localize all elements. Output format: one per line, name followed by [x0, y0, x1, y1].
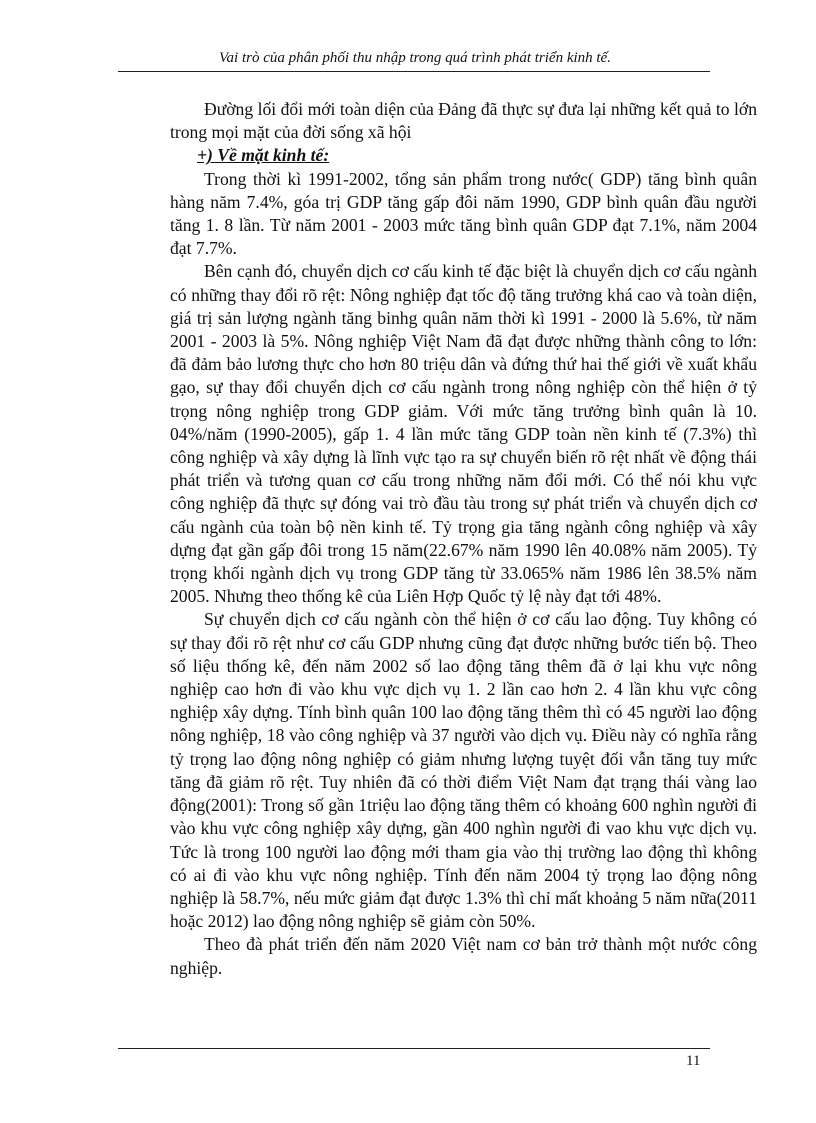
paragraph-labor-structure: Sự chuyển dịch cơ cấu ngành còn thể hiện ở cơ cấu lao động. Tuy không có sự thay đổi rõ rệt như cơ cấu GDP nhưng cũng đạt được những bước tiến bộ. Theo số liệu thống kê, đến năm 2002 số lao động tăng thêm đã ở lại khu vực nông nghiệp cao hơn đi vào khu vực dịch vụ 1. 2 lần cao hơn 2. 4 lần khu vực công nghiệp xây dựng. Tính bình quân 100 lao động tăng thêm thì có 45 người lao động nông nghiệp, 18 vào công nghiệp và 37 người vào dịch vụ. Điều này có nghĩa rằng tỷ trọng lao động nông nghiệp có giảm nhưng lượng tuyệt đối vẫn tăng tuy mức tăng đã giảm rõ rệt. Tuy nhiên đã có thời điểm Việt Nam đạt trạng thái vàng lao động(2001): Trong số gần 1triệu lao động tăng thêm có khoảng 600 nghìn người đi vào khu vực công nghiệp xây dựng, gần 400 nghìn người đi vao khu vực dịch vụ. Tức là trong 100 người lao động mới tham gia vào thị trường lao động thì không có ai đi vào khu vực nông nghiệp. Tính đến năm 2004 tỷ trọng lao động nông nghiệp là 58.7%, nếu mức giảm đạt được 1.3% thì chỉ mất khoảng 5 năm nữa(2011 hoặc 2012) lao động nông nghiệp sẽ giảm còn 50%. [170, 609, 757, 932]
paragraph-structural-shift: Bên cạnh đó, chuyển dịch cơ cấu kinh tế đặc biệt là chuyển dịch cơ cấu ngành có những thay đổi rõ rệt: Nông nghiệp đạt tốc độ tăng trưởng khá cao và toàn diện, giá trị sản lượng ngành tăng binhg quân năm thời kì 1991 - 2000 là 5.6%, từ năm 2001 - 2003 là 5%. Nông nghiệp Việt Nam đã đạt được những thành công to lớn: đã đảm bảo lương thực cho hơn 80 triệu dân và đứng thứ hai thế giới về xuất khẩu gạo, sự thay đổi chuyển dịch cơ cấu ngành trong nông nghiệp còn thể hiện ở tỷ trọng nông nghiệp trong GDP giảm. Với mức tăng trưởng bình quân là 10. 04%/năm (1990-2005), gấp 1. 4 lần mức tăng GDP toàn nền kinh tế (7.3%) thì công nghiệp và xây dựng là lĩnh vực tạo ra sự chuyển biến rõ rệt nhất về động thái phát triển và tương quan cơ cấu trong những năm đổi mới. Có thể nói khu vực công nghiệp đã thực sự đóng vai trò đầu tàu trong sự phát triển và chuyển dịch cơ cấu ngành của toàn bộ nền kinh tế. Tỷ trọng gia tăng ngành công nghiệp và xây dựng đạt gần gấp đôi trong 15 năm(22.67% năm 1990 lên 40.08% năm 2005). Tỷ trọng khối ngành dịch vụ trong GDP tăng từ 33.065% năm 1986 lên 38.5% năm 2005. Nhưng theo thống kê của Liên Hợp Quốc tỷ lệ này đạt tới 48%. [170, 261, 757, 607]
paragraph-gdp-growth: Trong thời kì 1991-2002, tổng sản phẩm trong nước( GDP) tăng bình quân hàng năm 7.4%, góa trị GDP tăng gấp đôi năm 1990, GDP bình quân đầu người tăng 1. 8 lần. Từ năm 2001 - 2003 mức tăng bình quân GDP đạt 7.1%, năm 2004 đạt 7.7%. [170, 168, 757, 259]
paragraph-2020-outlook: Theo đà phát triển đến năm 2020 Việt nam cơ bản trở thành một nước công nghiệp. [170, 934, 757, 978]
footer-divider [118, 1048, 710, 1049]
running-header: Vai trò của phân phối thu nhập trong quá trình phát triển kinh tế. [219, 50, 611, 66]
section-heading [170, 144, 757, 167]
body-text [170, 98, 757, 980]
intro-paragraph: Đường lối đổi mới toàn diện của Đảng đã thực sự đưa lại những kết quả to lớn trong mọi mặt của đời sống xã hội [170, 99, 757, 143]
section-heading-text: +) Về mặt kinh tế: [197, 145, 330, 166]
header-divider [118, 71, 710, 72]
page-number: 11 [686, 1053, 701, 1069]
